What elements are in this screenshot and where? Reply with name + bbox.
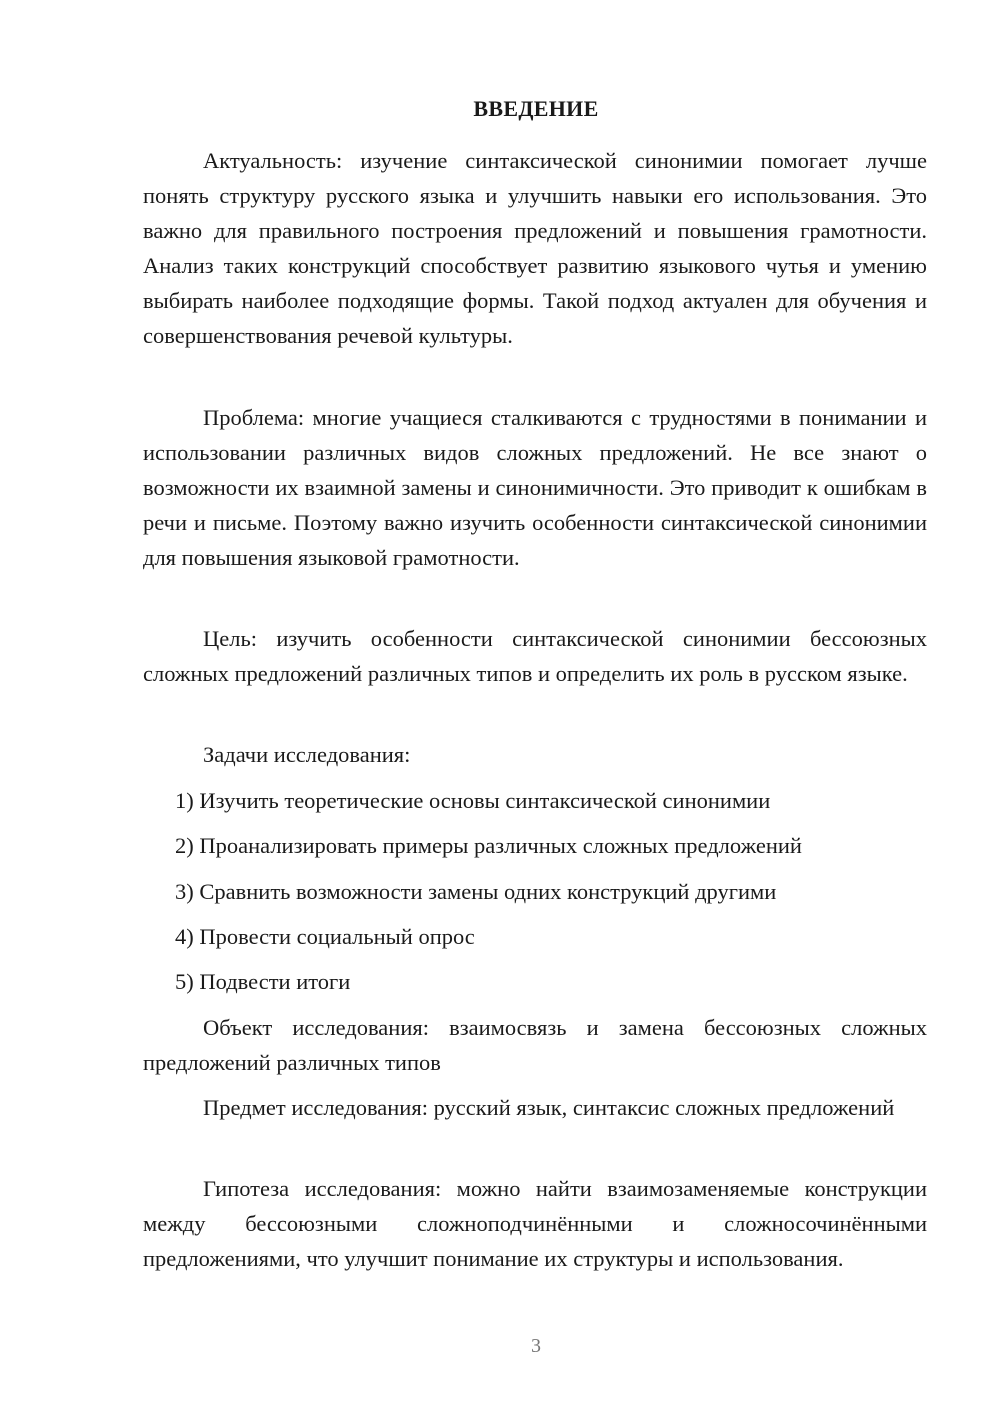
task-item: 1) Изучить теоретические основы синтаксической синонимии [175, 788, 771, 813]
task-item: 4) Провести социальный опрос [175, 924, 475, 949]
task-item: 5) Подвести итоги [175, 969, 351, 994]
page-title: ВВЕДЕНИЕ [473, 96, 599, 121]
relevance-paragraph: Актуальность: изучение синтаксической синонимии помогает лучше понять структуру русского языка и улучшить навыки его использования. Это важно для правильного построения предложений и повышения грамотности. Анализ таких конструкций способствует развитию языкового чутья и умению выбирать наиболее подходящие формы. Такой подход актуален для обучения и совершенствования речевой культуры. [143, 148, 927, 348]
goal-paragraph: Цель: изучить особенности синтаксической синонимии бессоюзных сложных предложений различных типов и определить их роль в русском языке. [143, 626, 927, 686]
object-paragraph: Объект исследования: взаимосвязь и замена бессоюзных сложных предложений различных типов [143, 1015, 927, 1075]
page-number: 3 [531, 1335, 541, 1357]
task-item: 3) Сравнить возможности замены одних конструкций другими [175, 879, 777, 904]
hypothesis-paragraph: Гипотеза исследования: можно найти взаимозаменяемые конструкции между бессоюзными сложноподчинёнными и сложносочинёнными предложениями, что улучшит понимание их структуры и использования. [143, 1176, 927, 1271]
tasks-title: Задачи исследования: [203, 742, 411, 767]
problem-paragraph: Проблема: многие учащиеся сталкиваются с трудностями в понимании и использовании различных видов сложных предложений. Не все знают о возможности их взаимной замены и синонимичности. Это приводит к ошибкам в речи и письме. Поэтому важно изучить особенности синтаксической синонимии для повышения языковой грамотности. [143, 405, 927, 570]
subject-paragraph: Предмет исследования: русский язык, синтаксис сложных предложений [203, 1095, 895, 1120]
task-item: 2) Проанализировать примеры различных сложных предложений [175, 833, 802, 858]
